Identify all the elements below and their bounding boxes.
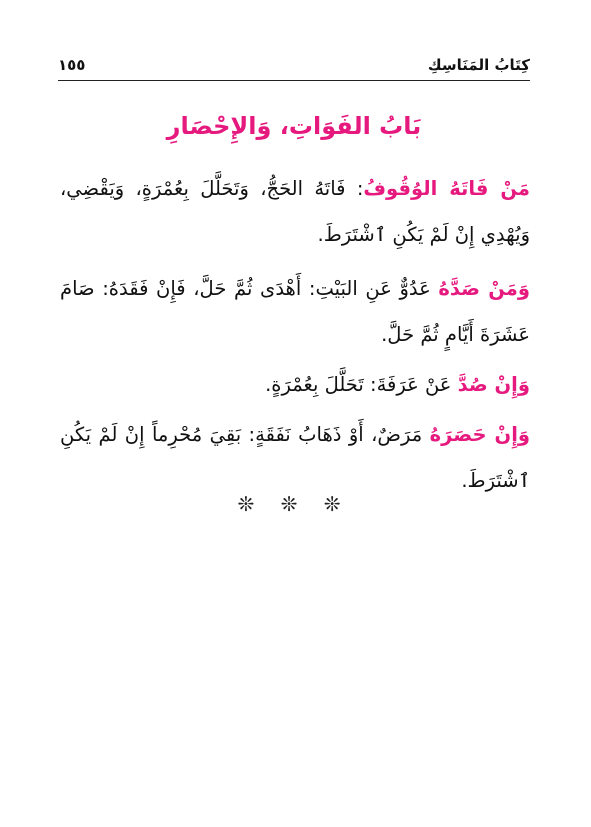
paragraph-lead: وَمَنْ صَدَّهُ xyxy=(438,277,530,300)
paragraph-lead: وَإِنْ صُدَّ xyxy=(457,373,530,396)
paragraph-text: عَدُوٌّ عَنِ البَيْتِ: أَهْدَى ثُمَّ حَلَّ، فَإِنْ فَقَدَهُ: صَامَ عَشَرَةَ أَيَّامٍ ثُمَّ حَلَّ. xyxy=(60,277,530,346)
paragraph-blocked-from-arafah xyxy=(60,362,530,408)
paragraph-text: مَرَضٌ، أَوْ ذَهَابُ نَفَقَةٍ: بَقِيَ مُحْرِماً إِنْ لَمْ يَكُنِ ٱشْتَرَطَ. xyxy=(60,423,530,492)
paragraph-missed-standing xyxy=(60,166,530,258)
paragraph-text: : فَاتَهُ الحَجُّ، وَتَحَلَّلَ بِعُمْرَةٍ، وَيَقْضِي، وَيُهْدِي إِنْ لَمْ يَكُنِ ٱشْتَرَطَ. xyxy=(60,177,530,246)
page-header xyxy=(58,54,530,81)
paragraph-lead: وَإِنْ حَصَرَهُ xyxy=(429,423,531,446)
paragraph-illness xyxy=(60,412,530,504)
page-number: ١٥٥ xyxy=(58,56,86,74)
paragraph-lead: مَنْ فَاتَهُ الوُقُوفُ xyxy=(363,177,530,200)
chapter-title: بَابُ الفَوَاتِ، وَالإِحْصَارِ xyxy=(166,112,422,140)
paragraph-blocked-by-enemy xyxy=(60,266,530,358)
section-separator: ❊ ❊ ❊ xyxy=(237,492,351,516)
paragraph-text: عَنْ عَرَفَةَ: تَحَلَّلَ بِعُمْرَةٍ. xyxy=(265,373,458,396)
running-title: كِتَابُ المَنَاسِكِ xyxy=(427,56,530,74)
body-text xyxy=(60,166,530,512)
